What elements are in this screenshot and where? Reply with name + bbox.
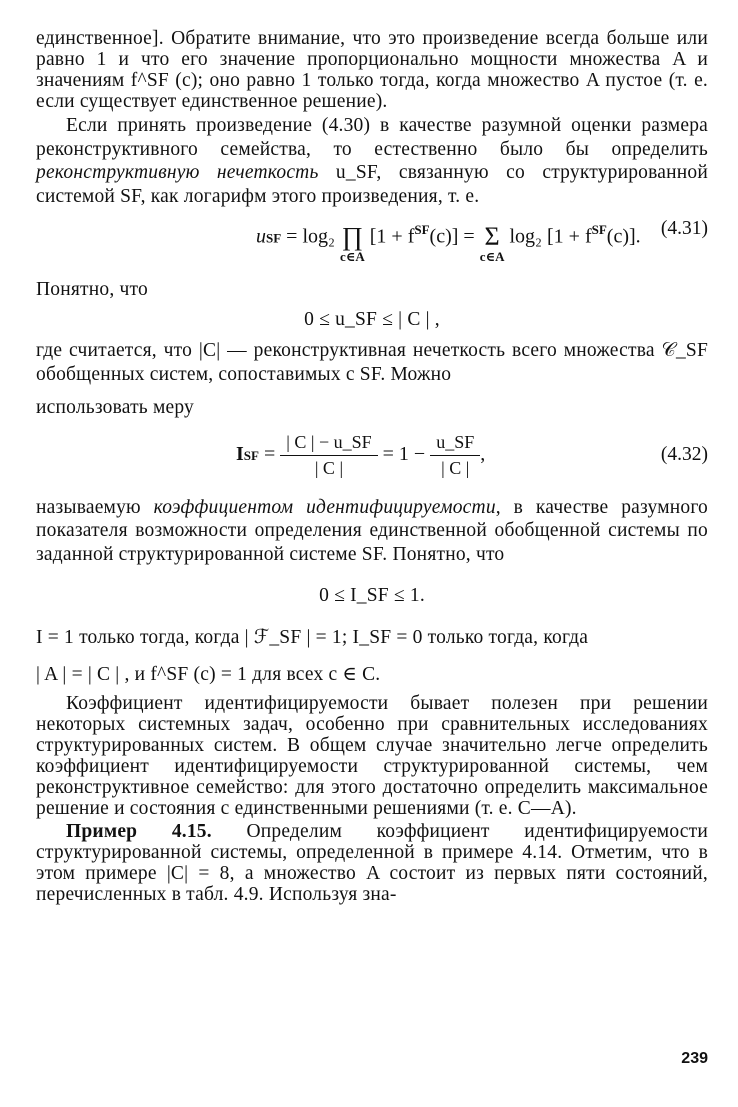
term-identifiability-coefficient: коэффициентом идентифицируемости — [153, 496, 496, 518]
paragraph-5: использовать меру — [36, 397, 195, 418]
paragraph-8: Пример 4.15. Определим коэффициент идентифицируемости структурированной системы, определенной в примере 4.14. Отметим, что в этом примере |C| = 8, а множество A состоит из первых пяти состояний, перечисленных в табл. 4.9. Используя зна- — [36, 820, 708, 905]
equation-4-32: ISF = $\frac{| C | - u\_SF}{| C |}$ = 1 − $\frac{u\_SF}{| C |}$ , (4.32) — [236, 431, 708, 478]
equation-number-4-31: (4.31) — [660, 218, 708, 239]
product-operator: ∏ c∈A — [339, 222, 365, 264]
paragraph-7: Коэффициент идентифицируемости бывает полезен при решении некоторых системных задач, особенно при сравнительных исследованиях структурированных систем. В общем случае значительно легче определить коэффициент идентифицируемости структурированной системы, чем реконструктивное семейство: для этого достаточно определить максимальное решение и состояния с единственными решениями (т. е. C—A). — [36, 692, 708, 819]
eq431-lhs-sub: SF — [266, 230, 282, 246]
eq431-lhs: u — [256, 225, 266, 248]
inequality-i-sf: 0 ≤ I_SF ≤ 1. — [319, 585, 425, 606]
eq431-term1: [1 + f — [369, 225, 415, 248]
condition-line-2: | A | = | C | , и f^SF (c) = 1 для всех c ∈ C. — [36, 664, 381, 685]
page-body — [36, 28, 708, 905]
eq432-mid: = 1 − — [382, 442, 426, 465]
condition-line-1: I = 1 только тогда, когда | ℱ_SF | = 1; I_SF = 0 только тогда, когда — [36, 626, 589, 648]
fraction-2: $\frac{u\_SF}{| C |}$ — [430, 432, 480, 479]
page-number: 239 — [681, 1050, 708, 1067]
equation-4-31: uSF = log₂ ∏ c∈A $[1 + f^{SF}(c)]$ = Σ c∈A log₂ $[1 + f^{SF}(c)]$. (4.31) — [256, 218, 708, 264]
paragraph-6: называемую коэффициентом идентифицируемости, в качестве разумного показателя возможности определения единственной обобщенной системы по заданной структурированной системе SF. Понятно, что — [36, 496, 709, 565]
paragraph-1: единственное]. Обратите внимание, что это произведение всегда больше или равно 1 и что его значение пропорционально мощности множества A и значениям f^SF (c); оно равно 1 только тогда, когда множество A пустое (т. е. если существует единственное решение). — [36, 28, 708, 112]
paragraph-4: где считается, что |C| — реконструктивная нечеткость всего множества 𝒞_SF обобщенных систем, сопоставимых с SF. Можно — [36, 340, 708, 385]
paragraph-3: Понятно, что — [36, 279, 148, 300]
fraction-1: $\frac{| C | - u\_SF}{| C |}$ — [280, 432, 377, 479]
paragraph-2 — [36, 114, 708, 208]
example-label: Пример 4.15. — [66, 820, 212, 842]
term-reconstructive-fuzziness: реконструктивную нечеткость — [36, 162, 319, 183]
eq431-log: = log₂ — [286, 225, 335, 248]
paragraph-2-text-end: u_SF, связанную со структурированной системой SF, как логарифм этого произведения, т. е. — [36, 162, 708, 207]
eq431-term2: log₂ [1 + f — [509, 225, 592, 248]
inequality-u-sf: 0 ≤ u_SF ≤ | C | , — [304, 308, 440, 330]
paragraph-2-text-start: Если принять произведение (4.30) в качестве разумной оценки размера реконструктивного семейства, то естественно было бы определить — [36, 115, 708, 160]
sum-operator: Σ c∈A — [479, 222, 505, 264]
eq432-lhs: I — [236, 442, 244, 465]
equation-number-4-32: (4.32) — [660, 443, 708, 465]
